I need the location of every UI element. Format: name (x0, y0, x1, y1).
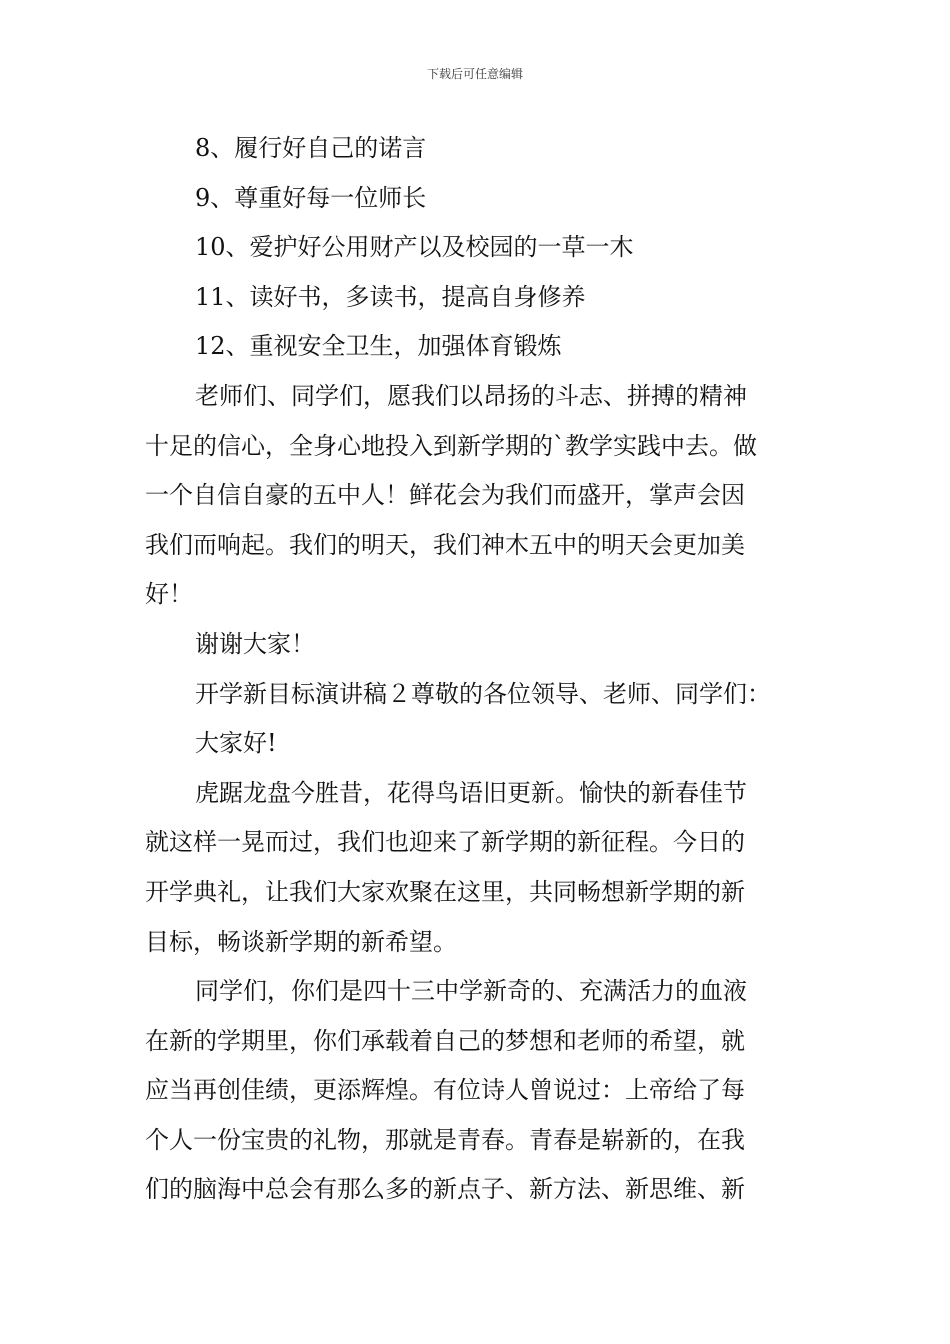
paragraph-line: 十足的信心，全身心地投入到新学期的`教学实践中去。做 (145, 431, 757, 460)
paragraph-line: 个人一份宝贵的礼物，那就是青春。青春是崭新的，在我 (145, 1125, 745, 1154)
list-item-11: 11、读好书，多读书，提高自身修养 (195, 282, 586, 311)
paragraph-line: 一个自信自豪的五中人！鲜花会为我们而盛开，掌声会因 (145, 481, 745, 510)
paragraph-line: 我们而响起。我们的明天，我们神木五中的明天会更加美 (145, 530, 745, 559)
paragraph-line: 就这样一晃而过，我们也迎来了新学期的新征程。今日的 (145, 828, 745, 857)
paragraph-line: 同学们，你们是四十三中学新奇的、充满活力的血液 (195, 977, 747, 1006)
paragraph-line: 好！ (145, 580, 193, 609)
paragraph-line: 应当再创佳绩，更添辉煌。有位诗人曾说过：上帝给了每 (145, 1076, 745, 1105)
page-header-note: 下载后可任意编辑 (426, 67, 523, 81)
paragraph-line: 们的脑海中总会有那么多的新点子、新方法、新思维、新 (145, 1175, 745, 1204)
thanks-line: 谢谢大家！ (195, 629, 315, 658)
list-item-10: 10、爱护好公用财产以及校园的一草一木 (195, 233, 634, 262)
paragraph-line: 在新的学期里，你们承载着自己的梦想和老师的希望，就 (145, 1026, 745, 1055)
paragraph-line: 虎踞龙盘今胜昔，花得鸟语旧更新。愉快的新春佳节 (195, 778, 747, 807)
paragraph-line: 开学典礼，让我们大家欢聚在这里，共同畅想新学期的新 (145, 877, 745, 906)
speech-title: 开学新目标演讲稿２尊敬的各位领导、老师、同学们： (195, 679, 771, 708)
list-item-8: 8、履行好自己的诺言 (195, 134, 427, 162)
greeting-line: 大家好! (195, 729, 277, 758)
paragraph-line: 目标，畅谈新学期的新希望。 (145, 927, 457, 956)
list-item-12: 12、重视安全卫生，加强体育锻炼 (195, 332, 562, 361)
list-item-9: 9、尊重好每一位师长 (195, 183, 427, 212)
paragraph-line: 老师们、同学们，愿我们以昂扬的斗志、拼搏的精神 (195, 381, 747, 410)
document-body (145, 124, 809, 1215)
